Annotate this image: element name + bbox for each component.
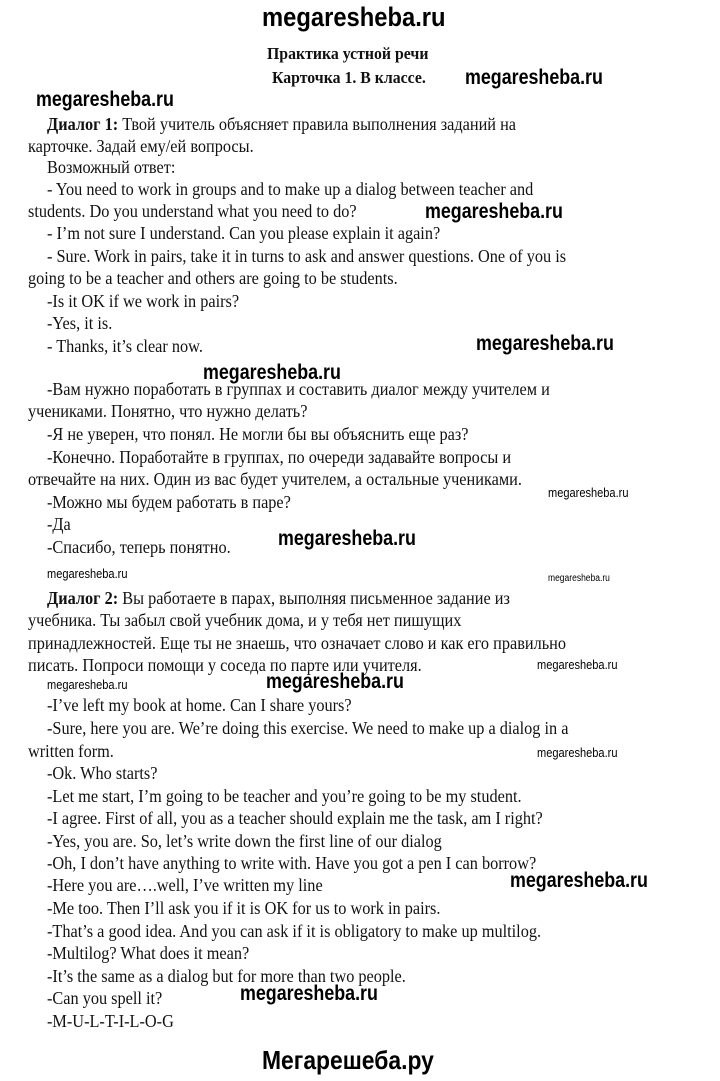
text-line: -Oh, I don’t have anything to write with. Have you got a pen I can borrow? — [47, 853, 537, 873]
text-line: -Let me start, I’m going to be teacher and you’re going to be my student. — [47, 786, 522, 806]
text-line: -Ok. Who starts? — [47, 763, 158, 783]
text-line: -I’ve left my book at home. Can I share yours? — [47, 695, 352, 715]
text-line: -Can you spell it? — [47, 988, 163, 1008]
text-line: -Конечно. Поработайте в группах, по очереди задавайте вопросы и — [47, 447, 512, 467]
text-line: - Thanks, it’s clear now. — [47, 336, 203, 356]
answer-label: Возможный ответ: — [47, 157, 176, 177]
text-line: -Me too. Then I’ll ask you if it is OK for us to work in pairs. — [47, 898, 441, 918]
text-line: - Sure. Work in pairs, take it in turns to ask and answer questions. One of you is — [47, 246, 567, 266]
text-line: -Я не уверен, что понял. Не могли бы вы объяснить еще раз? — [47, 424, 469, 444]
text-line: -Вам нужно поработать в группах и составить диалог между учителем и — [47, 379, 550, 399]
text-line: -Спасибо, теперь понятно. — [47, 537, 231, 557]
text: Твой учитель объясняет правила выполнения заданий на — [122, 114, 517, 134]
text-line: - You need to work in groups and to make up a dialog between teacher and — [47, 179, 534, 199]
text-line: -Here you are….well, I’ve written my line — [47, 875, 323, 895]
text-line: students. Do you understand what you need to do? — [28, 201, 357, 221]
text-line: -Yes, you are. So, let’s write down the first line of our dialog — [47, 831, 442, 851]
page-title: Практика устной речи — [267, 44, 429, 63]
text-line: -I agree. First of all, you as a teacher should explain me the task, am I right? — [47, 808, 543, 828]
watermark: megaresheba.ru — [203, 361, 341, 384]
text-line: карточке. Задай ему/ей вопросы. — [28, 136, 254, 156]
watermark: megaresheba.ru — [548, 485, 629, 500]
text-line: писать. Попроси помощи у соседа по парте или учителя. — [28, 655, 422, 675]
text-line: written form. — [28, 741, 114, 761]
text-line: -That’s a good idea. And you can ask if it is obligatory to make up multilog. — [47, 921, 542, 941]
watermark: megaresheba.ru — [240, 982, 378, 1005]
watermark: megaresheba.ru — [510, 869, 648, 892]
text-line: -It’s the same as a dialog but for more than two people. — [47, 966, 406, 986]
text-line: -Is it OK if we work in pairs? — [47, 291, 240, 311]
text-line: -Sure, here you are. We’re doing this exercise. We need to make up a dialog in a — [47, 718, 569, 738]
card-title: Карточка 1. В классе. — [272, 68, 426, 87]
watermark: megaresheba.ru — [278, 527, 416, 550]
dialog2-task — [47, 587, 510, 609]
watermark: megaresheba.ru — [47, 566, 128, 581]
text-line: отвечайте на них. Один из вас будет учителем, а остальные учениками. — [28, 469, 522, 489]
text-line: -Yes, it is. — [47, 313, 113, 333]
watermark: megaresheba.ru — [537, 657, 618, 672]
text-line: -M-U-L-T-I-L-O-G — [47, 1011, 174, 1031]
footer-watermark: Мегарешеба.ру — [262, 1045, 434, 1075]
watermark: megaresheba.ru — [476, 332, 614, 355]
text-line: going to be a teacher and others are going to be students. — [28, 268, 398, 288]
dialog1-task — [47, 113, 516, 135]
watermark: megaresheba.ru — [537, 745, 618, 760]
watermark: megaresheba.ru — [465, 66, 603, 89]
dialog1-label: Диалог 1: — [47, 114, 119, 134]
text-line: -Можно мы будем работать в паре? — [47, 492, 291, 512]
text-line: -Да — [47, 514, 71, 534]
watermark: megaresheba.ru — [548, 573, 610, 584]
text: Вы работаете в парах, выполняя письменное задание из — [122, 588, 510, 608]
header-watermark: megaresheba.ru — [262, 2, 446, 32]
text-line: учебника. Ты забыл свой учебник дома, и у тебя нет пишущих — [28, 610, 462, 630]
watermark: megaresheba.ru — [266, 670, 404, 693]
watermark: megaresheba.ru — [47, 677, 128, 692]
text-line: -Multilog? What does it mean? — [47, 943, 250, 963]
text-line: принадлежностей. Еще ты не знаешь, что означает слово и как его правильно — [28, 633, 566, 653]
text-line: учениками. Понятно, что нужно делать? — [28, 401, 308, 421]
text-line: - I’m not sure I understand. Can you please explain it again? — [47, 223, 441, 243]
watermark: megaresheba.ru — [36, 88, 174, 111]
dialog2-label: Диалог 2: — [47, 588, 119, 608]
watermark: megaresheba.ru — [425, 200, 563, 223]
